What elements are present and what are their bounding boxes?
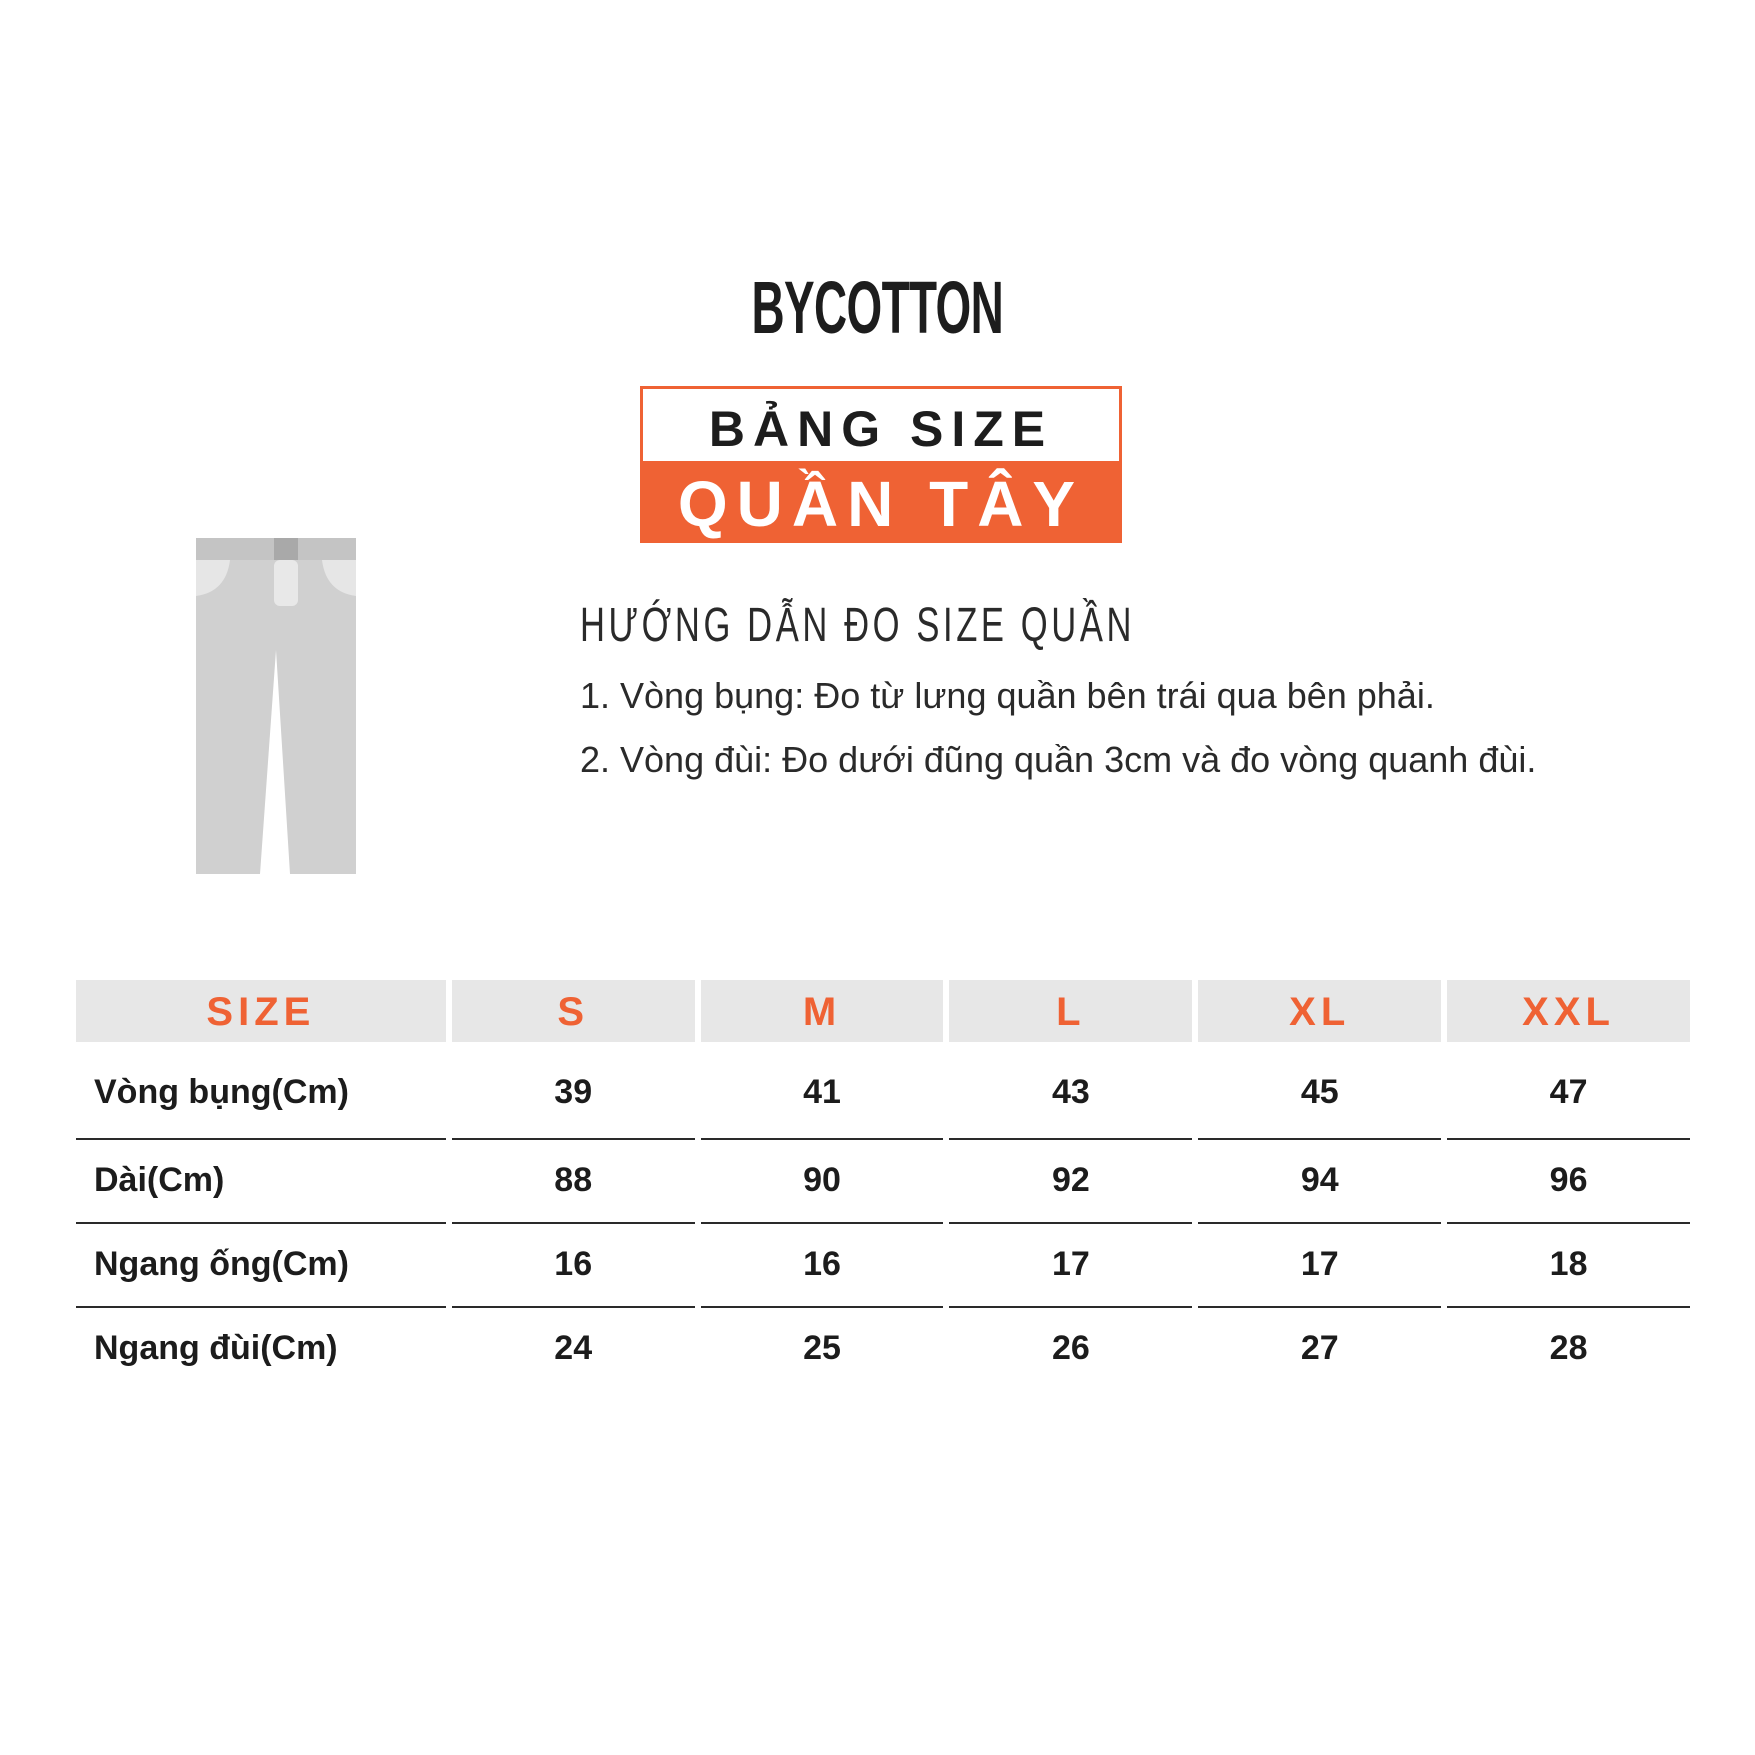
table-cell: 39 bbox=[452, 1042, 695, 1140]
table-row bbox=[76, 1224, 1690, 1308]
table-cell: 16 bbox=[701, 1224, 944, 1308]
table-cell: 18 bbox=[1447, 1224, 1690, 1308]
row-label: Vòng bụng(Cm) bbox=[76, 1042, 446, 1140]
table-cell: 17 bbox=[1198, 1224, 1441, 1308]
table-header-row bbox=[76, 980, 1690, 1042]
table-cell: 45 bbox=[1198, 1042, 1441, 1140]
table-cell: 26 bbox=[1051, 1329, 1090, 1367]
brand-logo: BYCOTTON bbox=[751, 266, 1004, 349]
header-cell-s: S bbox=[452, 980, 695, 1042]
table-cell: 17 bbox=[949, 1224, 1192, 1308]
table-row bbox=[76, 1308, 1690, 1392]
table-cell: 24 bbox=[554, 1329, 593, 1367]
size-table bbox=[76, 980, 1690, 1392]
table-cell: 25 bbox=[803, 1329, 841, 1367]
measure-guide bbox=[580, 594, 1660, 780]
header-cell-xl: XL bbox=[1198, 980, 1441, 1042]
table-row bbox=[76, 1140, 1690, 1224]
table-cell: 47 bbox=[1447, 1042, 1690, 1140]
guide-step-1: 1. Vòng bụng: Đo từ lưng quần bên trái qua bên phải. bbox=[580, 675, 1435, 716]
table-cell: 43 bbox=[949, 1042, 1192, 1140]
table-cell: 94 bbox=[1198, 1140, 1441, 1224]
title-top: BẢNG SIZE bbox=[643, 389, 1119, 461]
pants-icon bbox=[196, 538, 356, 874]
row-label: Ngang đùi(Cm) bbox=[94, 1329, 338, 1367]
guide-heading: HƯỚNG DẪN ĐO SIZE QUẦN bbox=[580, 599, 1136, 652]
table-cell: 92 bbox=[949, 1140, 1192, 1224]
header-cell-size: SIZE bbox=[76, 980, 446, 1042]
table-cell: 28 bbox=[1549, 1329, 1588, 1367]
header-cell-l: L bbox=[949, 980, 1192, 1042]
table-cell: 96 bbox=[1447, 1140, 1690, 1224]
table-cell: 88 bbox=[452, 1140, 695, 1224]
table-cell: 27 bbox=[1300, 1329, 1339, 1367]
table-cell: 16 bbox=[452, 1224, 695, 1308]
guide-step-2: 2. Vòng đùi: Đo dưới đũng quần 3cm và đo vòng quanh đùi. bbox=[580, 739, 1537, 780]
table-cell: 90 bbox=[701, 1140, 944, 1224]
title-bottom: QUẦN TÂY bbox=[643, 461, 1119, 540]
table-cell: 41 bbox=[701, 1042, 944, 1140]
size-chart-title bbox=[640, 386, 1122, 543]
header-cell-xxl: XXL bbox=[1447, 980, 1690, 1042]
table-row bbox=[76, 1042, 1690, 1140]
row-label: Dài(Cm) bbox=[76, 1140, 446, 1224]
header-cell-m: M bbox=[701, 980, 944, 1042]
row-label: Ngang ống(Cm) bbox=[76, 1224, 446, 1308]
